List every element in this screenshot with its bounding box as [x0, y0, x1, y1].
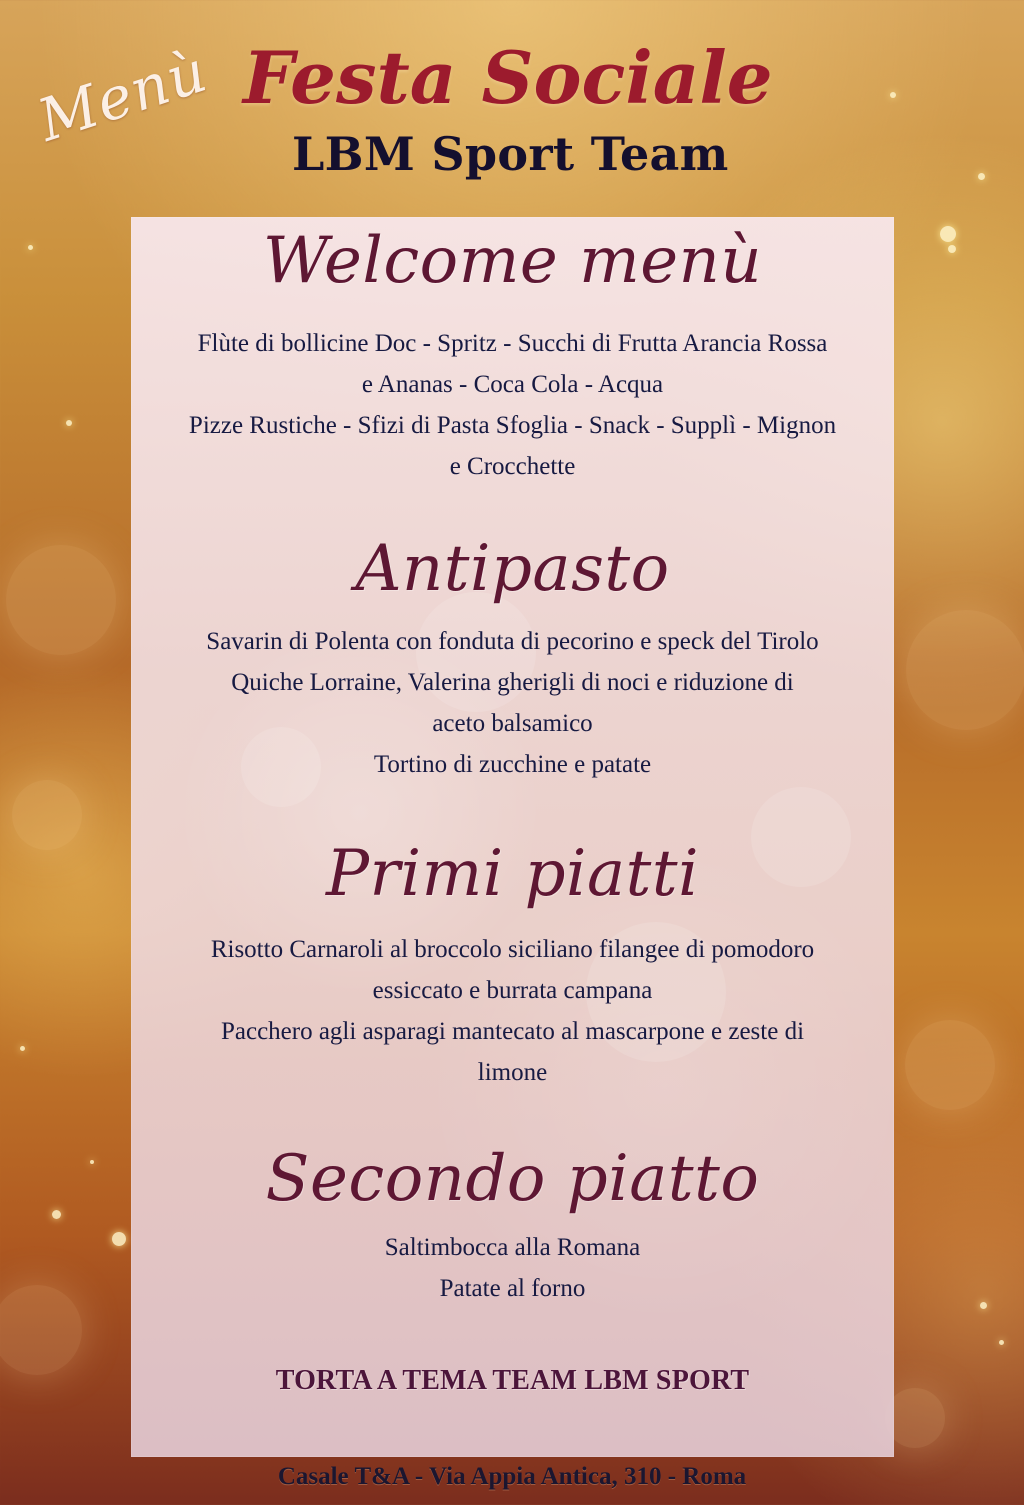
welcome-item: Flùte di bollicine Doc - Spritz - Succhi di Frutta Arancia Rossa [197, 330, 828, 357]
venue-footer: Casale T&A - Via Appia Antica, 310 - Roma [277, 1463, 747, 1490]
secondo-section-title: Secondo piatto [265, 1142, 760, 1216]
antipasto-items [131, 621, 894, 785]
event-title: Festa Sociale [243, 35, 773, 120]
antipasto-item: Tortino di zucchine e patate [373, 751, 652, 778]
primi-item: Pacchero agli asparagi mantecato al mascarpone e zeste di [220, 1018, 805, 1045]
welcome-section-title: Welcome menù [262, 224, 763, 298]
secondo-items [131, 1227, 894, 1309]
welcome-item: e Ananas - Coca Cola - Acqua [361, 371, 664, 398]
antipasto-section-title: Antipasto [355, 532, 670, 606]
welcome-items [131, 323, 894, 487]
secondo-item: Patate al forno [439, 1275, 586, 1302]
primi-item: essiccato e burrata campana [372, 977, 653, 1004]
welcome-item: e Crocchette [449, 453, 576, 480]
menu-panel [131, 217, 894, 1457]
primi-item: limone [477, 1059, 548, 1086]
secondo-item: Saltimbocca alla Romana [384, 1234, 641, 1261]
cake-line: TORTA A TEMA TEAM LBM SPORT [275, 1365, 750, 1396]
antipasto-item: Quiche Lorraine, Valerina gherigli di noci e riduzione di [231, 669, 794, 696]
welcome-item: Pizze Rustiche - Sfizi di Pasta Sfoglia - Snack - Supplì - Mignon [188, 412, 837, 439]
primi-section-title: Primi piatti [325, 837, 700, 911]
antipasto-item: Savarin di Polenta con fonduta di pecorino e speck del Tirolo [206, 628, 819, 655]
menu-script-label: Menù [30, 36, 215, 155]
primi-item: Risotto Carnaroli al broccolo siciliano filangee di pomodoro [210, 936, 815, 963]
primi-items [131, 929, 894, 1093]
antipasto-item: aceto balsamico [432, 710, 593, 737]
event-subtitle: LBM Sport Team [292, 127, 729, 181]
